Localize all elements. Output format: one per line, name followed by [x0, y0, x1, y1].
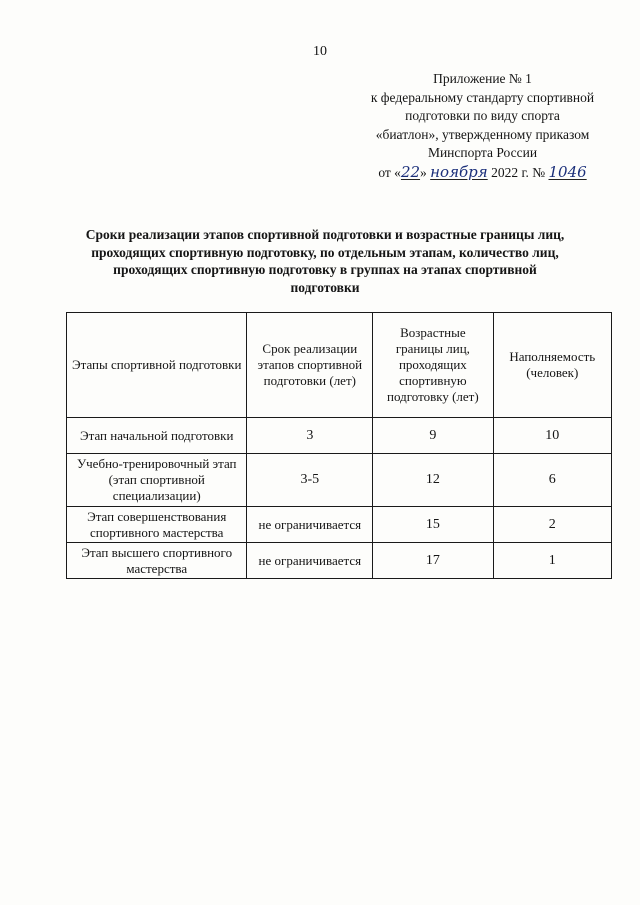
page-number: 10	[313, 44, 327, 59]
handwritten-day: 22	[400, 162, 421, 181]
cell-stage: Учебно-тренировочный этап (этап спортивной специализации)	[67, 454, 247, 507]
table-row	[67, 507, 612, 543]
table-row	[67, 543, 612, 579]
cell-age: 15	[373, 507, 493, 543]
handwritten-month: ноября	[430, 162, 488, 181]
cell-age: 12	[373, 454, 493, 507]
cell-stage: Этап высшего спортивного мастерства	[67, 543, 247, 579]
header-capacity: Наполняемость (человек)	[493, 313, 611, 418]
date-close: »	[420, 164, 427, 180]
cell-age: 9	[373, 418, 493, 454]
cell-capacity: 6	[493, 454, 611, 507]
order-date-line	[340, 163, 625, 183]
stages-table	[66, 312, 612, 579]
cell-capacity: 2	[493, 507, 611, 543]
table-row	[67, 454, 612, 507]
appendix-line: Приложение № 1	[433, 71, 532, 86]
date-prefix: от «	[378, 164, 401, 180]
title-line: Сроки реализации этапов спортивной подготовки и возрастные границы лиц,	[85, 227, 565, 242]
table-header-row	[67, 313, 612, 418]
header-stages: Этапы спортивной подготовки	[67, 313, 247, 418]
cell-duration: 3	[247, 418, 373, 454]
cell-duration: 3-5	[247, 454, 373, 507]
cell-duration: не ограничивается	[247, 543, 373, 579]
cell-duration: не ограничивается	[247, 507, 373, 543]
appendix-line: Минспорта России	[427, 145, 538, 160]
appendix-line: «биатлон», утвержденному приказом	[375, 126, 590, 142]
cell-capacity: 10	[493, 418, 611, 454]
document-title	[60, 226, 590, 296]
year-text: 2022 г. №	[491, 164, 546, 180]
cell-stage: Этап начальной подготовки	[67, 418, 247, 454]
appendix-line: подготовки по виду спорта	[405, 108, 560, 123]
appendix-block	[340, 70, 625, 182]
title-line: проходящих спортивную подготовку, по отдельным этапам, количество лиц,	[91, 244, 559, 260]
title-line: проходящих спортивную подготовку в группах на этапах спортивной	[113, 262, 537, 277]
table-row	[67, 418, 612, 454]
header-age: Возрастные границы лиц, проходящих спортивную подготовку (лет)	[373, 313, 493, 418]
cell-stage: Этап совершенствования спортивного мастерства	[67, 507, 247, 543]
appendix-line: к федеральному стандарту спортивной	[370, 89, 595, 105]
cell-capacity: 1	[493, 543, 611, 579]
header-duration: Срок реализации этапов спортивной подготовки (лет)	[247, 313, 373, 418]
cell-age: 17	[373, 543, 493, 579]
title-line: подготовки	[290, 279, 360, 295]
handwritten-order-number: 1046	[548, 162, 587, 181]
